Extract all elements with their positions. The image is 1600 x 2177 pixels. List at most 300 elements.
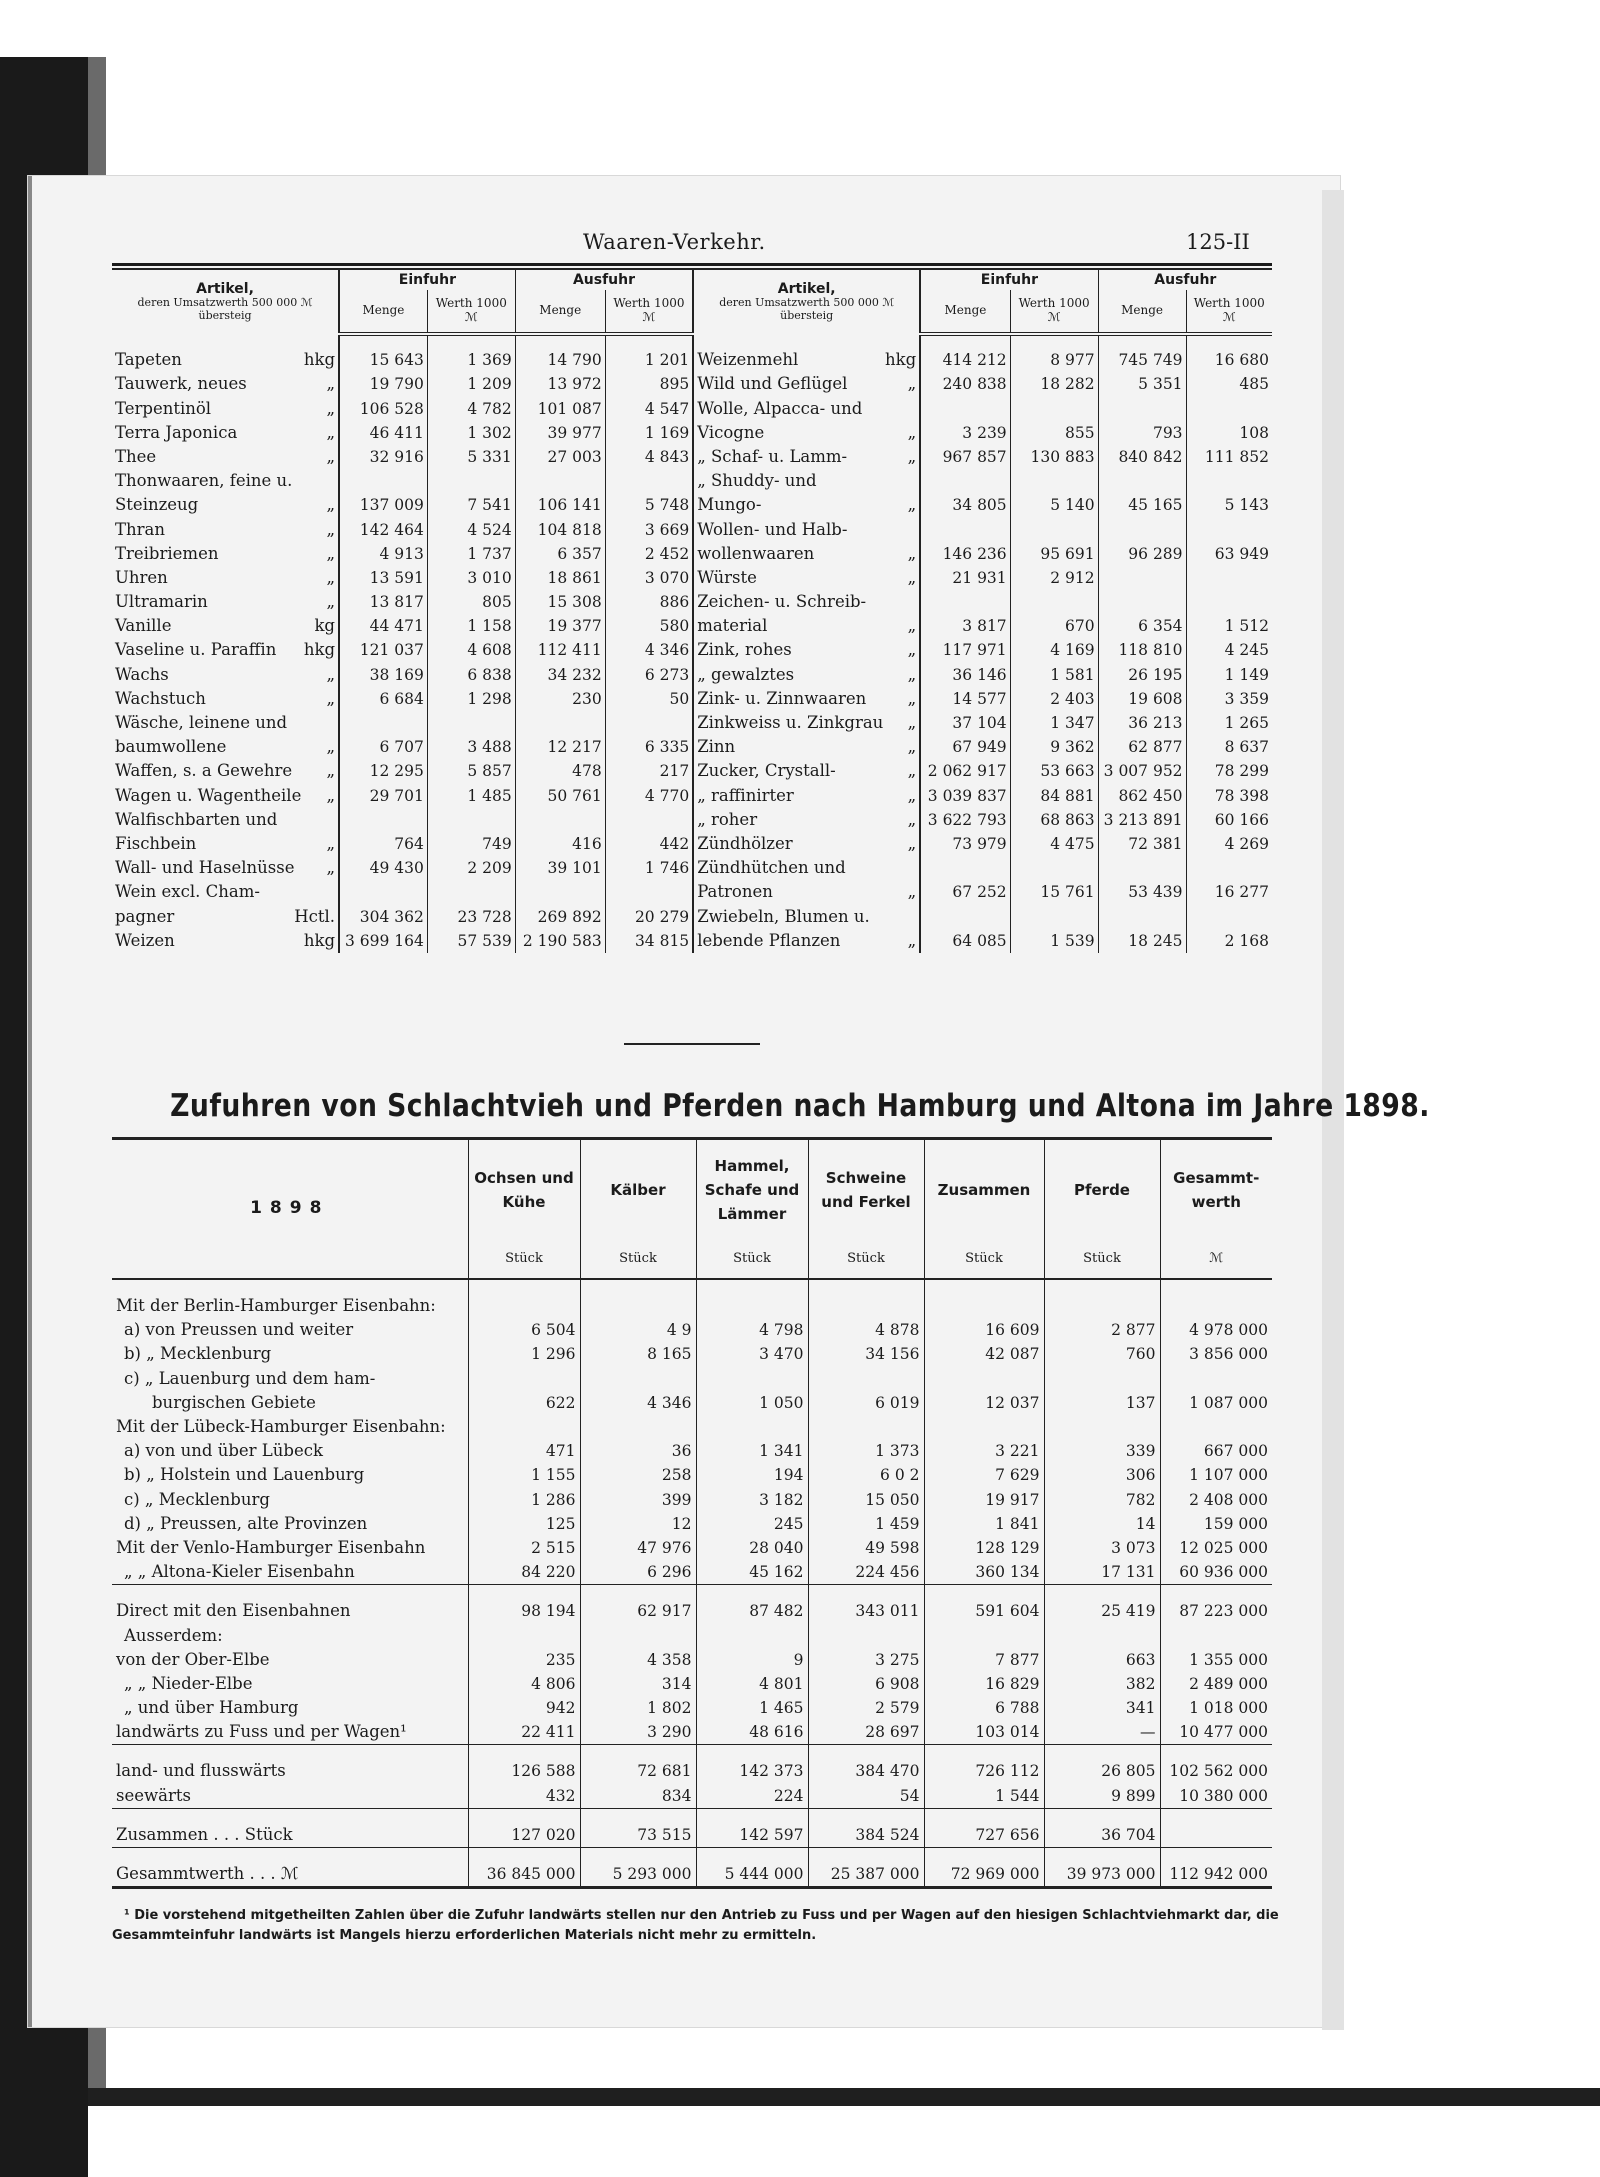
einfuhr-werth-cell: 1 539 <box>1010 929 1098 953</box>
ausfuhr-menge-cell <box>1098 566 1186 590</box>
ausfuhr-menge-cell: 18 245 <box>1098 929 1186 953</box>
value-cell: 7 629 <box>924 1463 1044 1487</box>
einfuhr-menge-cell <box>339 808 427 832</box>
ausfuhr-menge-cell: 840 842 <box>1098 445 1186 469</box>
ausfuhr-menge-cell: 793 <box>1098 421 1186 445</box>
value-cell <box>1044 1367 1160 1391</box>
value-cell: 1 341 <box>696 1439 808 1463</box>
artikel-unit: „ <box>326 446 335 466</box>
artikel-cell <box>693 590 920 614</box>
value-cell: 591 604 <box>924 1599 1044 1623</box>
ausfuhr-menge-cell: 96 289 <box>1098 542 1186 566</box>
einfuhr-menge-cell: 14 577 <box>920 687 1010 711</box>
einfuhr-menge-cell: 146 236 <box>920 542 1010 566</box>
table-row <box>112 348 1272 372</box>
ausfuhr-werth-cell: 442 <box>605 832 693 856</box>
ausfuhr-werth-cell: 16 277 <box>1186 880 1272 904</box>
table-row <box>112 663 1272 687</box>
value-cell: 432 <box>468 1784 580 1809</box>
einfuhr-menge-cell: 3 622 793 <box>920 808 1010 832</box>
artikel-unit: „ <box>907 374 917 394</box>
einfuhr-werth-cell: 1 485 <box>427 783 515 807</box>
artikel-name: Uhren <box>115 567 168 587</box>
artikel-name: Fischbein <box>115 833 197 853</box>
scan-border-bottom <box>88 2088 1600 2106</box>
artikel-unit: „ <box>326 374 335 394</box>
value-cell: 382 <box>1044 1672 1160 1696</box>
value-cell: 942 <box>468 1696 580 1720</box>
row-label: Ausserdem: <box>124 1625 223 1645</box>
value-cell: 7 877 <box>924 1648 1044 1672</box>
ausfuhr-werth-cell: 5 143 <box>1186 493 1272 517</box>
ausfuhr-werth-cell: 20 279 <box>605 904 693 928</box>
value-cell: 12 025 000 <box>1160 1536 1272 1560</box>
artikel-unit: „ <box>326 664 335 684</box>
column-unit: Stück <box>808 1240 924 1279</box>
artikel-name: Vaseline u. Paraffin <box>115 640 277 660</box>
value-cell <box>696 1623 808 1647</box>
table-spacer-row <box>112 1279 1272 1294</box>
artikel-unit: „ <box>907 882 917 902</box>
ausfuhr-menge-cell <box>1098 856 1186 880</box>
ausfuhr-menge-cell: 269 892 <box>515 904 605 928</box>
table-row <box>112 687 1272 711</box>
artikel-unit <box>331 469 335 493</box>
scan-bottom-margin <box>88 2106 1600 2177</box>
ausfuhr-werth-cell <box>1186 517 1272 541</box>
ausfuhr-werth-cell: 4 547 <box>605 396 693 420</box>
einfuhr-werth-cell: 4 608 <box>427 638 515 662</box>
artikel-cell <box>112 542 339 566</box>
row-label: Mit der Lübeck-Hamburger Eisenbahn: <box>116 1417 446 1437</box>
header-einfuhr-right: Einfuhr <box>920 269 1098 290</box>
row-label: c) „ Mecklenburg <box>124 1489 270 1509</box>
artikel-cell <box>112 445 339 469</box>
artikel-name: Zucker, Crystall- <box>697 761 836 781</box>
table-row <box>112 1488 1272 1512</box>
row-label: Zusammen . . . Stück <box>112 1823 468 1848</box>
value-cell: 112 942 000 <box>1160 1862 1272 1888</box>
column-unit: Stück <box>1044 1240 1160 1279</box>
artikel-unit: „ <box>326 422 335 442</box>
value-cell: 4 978 000 <box>1160 1318 1272 1342</box>
row-label: von der Ober-Elbe <box>116 1649 270 1669</box>
artikel-cell <box>112 904 339 928</box>
row-label: burgischen Gebiete <box>152 1392 316 1412</box>
artikel-unit <box>912 518 916 542</box>
artikel-cell <box>112 469 339 493</box>
ausfuhr-menge-cell: 230 <box>515 687 605 711</box>
einfuhr-werth-cell: 53 663 <box>1010 759 1098 783</box>
artikel-cell <box>112 614 339 638</box>
artikel-unit: „ <box>907 809 917 829</box>
einfuhr-menge-cell: 304 362 <box>339 904 427 928</box>
einfuhr-menge-cell <box>339 469 427 493</box>
value-cell: 25 387 000 <box>808 1862 924 1888</box>
einfuhr-menge-cell: 15 643 <box>339 348 427 372</box>
table-row <box>112 929 1272 953</box>
einfuhr-werth-cell: 95 691 <box>1010 542 1098 566</box>
value-cell <box>1160 1823 1272 1848</box>
artikel-cell <box>112 759 339 783</box>
value-cell: 360 134 <box>924 1560 1044 1585</box>
artikel-name: Weizen <box>115 930 175 950</box>
artikel-unit: „ <box>326 495 335 515</box>
ausfuhr-werth-cell: 108 <box>1186 421 1272 445</box>
einfuhr-menge-cell: 67 252 <box>920 880 1010 904</box>
artikel-unit: „ <box>326 543 335 563</box>
einfuhr-werth-cell: 4 524 <box>427 517 515 541</box>
ausfuhr-werth-cell: 1 265 <box>1186 711 1272 735</box>
einfuhr-menge-cell: 3 817 <box>920 614 1010 638</box>
ausfuhr-menge-cell: 12 217 <box>515 735 605 759</box>
ausfuhr-werth-cell: 4 269 <box>1186 832 1272 856</box>
artikel-unit: „ <box>326 567 335 587</box>
artikel-cell <box>693 929 920 953</box>
einfuhr-menge-cell: 64 085 <box>920 929 1010 953</box>
artikel-unit <box>912 397 916 421</box>
value-cell <box>808 1415 924 1439</box>
header-werth: Werth 1000 ℳ <box>1010 290 1098 334</box>
artikel-name: Zinn <box>697 737 736 757</box>
table-row <box>112 856 1272 880</box>
ausfuhr-werth-cell: 485 <box>1186 372 1272 396</box>
ausfuhr-menge-cell <box>515 808 605 832</box>
einfuhr-werth-cell: 84 881 <box>1010 783 1098 807</box>
trade-table-body <box>112 334 1272 953</box>
row-label: Gesammtwerth . . . ℳ <box>112 1862 468 1888</box>
column-header: Kälber <box>580 1139 696 1241</box>
ausfuhr-menge-cell: 36 213 <box>1098 711 1186 735</box>
artikel-cell <box>112 856 339 880</box>
artikel-unit: „ <box>907 785 917 805</box>
table-row <box>112 1439 1272 1463</box>
einfuhr-werth-cell: 57 539 <box>427 929 515 953</box>
table-row <box>112 1512 1272 1536</box>
artikel-name: pagner <box>115 906 175 926</box>
artikel-name: Zwiebeln, Blumen u. <box>697 906 870 926</box>
table-row <box>112 1862 1272 1888</box>
value-cell: 6 0 2 <box>808 1463 924 1487</box>
value-cell: 8 165 <box>580 1342 696 1366</box>
artikel-unit: „ <box>326 398 335 418</box>
einfuhr-menge-cell: 6 707 <box>339 735 427 759</box>
value-cell: 98 194 <box>468 1599 580 1623</box>
table-row <box>112 808 1272 832</box>
ausfuhr-menge-cell: 15 308 <box>515 590 605 614</box>
livestock-title: Zufuhren von Schlachtvieh und Pferden nach Hamburg und Altona im Jahre 1898. <box>170 1088 1430 1124</box>
ausfuhr-werth-cell: 886 <box>605 590 693 614</box>
ausfuhr-werth-cell: 4 843 <box>605 445 693 469</box>
einfuhr-werth-cell: 4 782 <box>427 396 515 420</box>
einfuhr-werth-cell <box>1010 517 1098 541</box>
ausfuhr-werth-cell: 4 245 <box>1186 638 1272 662</box>
artikel-unit <box>912 590 916 614</box>
einfuhr-menge-cell: 13 591 <box>339 566 427 590</box>
value-cell: 15 050 <box>808 1488 924 1512</box>
ausfuhr-menge-cell: 3 213 891 <box>1098 808 1186 832</box>
value-cell: 6 296 <box>580 1560 696 1585</box>
einfuhr-werth-cell <box>427 711 515 735</box>
ausfuhr-menge-cell: 26 195 <box>1098 663 1186 687</box>
artikel-cell <box>112 880 339 904</box>
trade-table <box>112 268 1272 953</box>
artikel-cell <box>693 348 920 372</box>
einfuhr-werth-cell <box>427 880 515 904</box>
value-cell: 16 829 <box>924 1672 1044 1696</box>
value-cell: 73 515 <box>580 1823 696 1848</box>
value-cell: 341 <box>1044 1696 1160 1720</box>
ausfuhr-menge-cell: 39 977 <box>515 421 605 445</box>
value-cell: 19 917 <box>924 1488 1044 1512</box>
artikel-cell <box>693 614 920 638</box>
value-cell: 235 <box>468 1648 580 1672</box>
value-cell <box>580 1294 696 1318</box>
artikel-unit: „ <box>907 446 917 466</box>
einfuhr-werth-cell: 805 <box>427 590 515 614</box>
column-unit: ℳ <box>1160 1240 1272 1279</box>
footnote <box>112 1906 1282 1946</box>
einfuhr-menge-cell <box>920 590 1010 614</box>
einfuhr-menge-cell: 46 411 <box>339 421 427 445</box>
table-row <box>112 1623 1272 1647</box>
einfuhr-menge-cell: 73 979 <box>920 832 1010 856</box>
value-cell: 16 609 <box>924 1318 1044 1342</box>
einfuhr-menge-cell <box>920 469 1010 493</box>
ausfuhr-werth-cell <box>605 469 693 493</box>
artikel-unit: „ <box>326 833 335 853</box>
table-row <box>112 1720 1272 1745</box>
row-label: „ „ Altona-Kieler Eisenbahn <box>112 1560 468 1585</box>
ausfuhr-menge-cell: 27 003 <box>515 445 605 469</box>
ausfuhr-menge-cell: 6 354 <box>1098 614 1186 638</box>
column-unit: Stück <box>580 1240 696 1279</box>
value-cell <box>1160 1623 1272 1647</box>
table-row <box>112 445 1272 469</box>
value-cell: 343 011 <box>808 1599 924 1623</box>
artikel-name: Tauwerk, neues <box>115 374 247 394</box>
table-row <box>112 711 1272 735</box>
ausfuhr-menge-cell: 19 377 <box>515 614 605 638</box>
ausfuhr-werth-cell: 3 359 <box>1186 687 1272 711</box>
value-cell: 10 380 000 <box>1160 1784 1272 1809</box>
value-cell: 47 976 <box>580 1536 696 1560</box>
column-header: Schweine und Ferkel <box>808 1139 924 1241</box>
table-row <box>112 372 1272 396</box>
ausfuhr-menge-cell <box>515 469 605 493</box>
ausfuhr-werth-cell: 1 201 <box>605 348 693 372</box>
ausfuhr-werth-cell <box>605 808 693 832</box>
header-menge: Menge <box>339 290 427 334</box>
value-cell: 4 9 <box>580 1318 696 1342</box>
ausfuhr-werth-cell <box>605 880 693 904</box>
einfuhr-menge-cell <box>920 517 1010 541</box>
artikel-cell <box>112 517 339 541</box>
einfuhr-werth-cell: 18 282 <box>1010 372 1098 396</box>
ausfuhr-menge-cell: 39 101 <box>515 856 605 880</box>
einfuhr-menge-cell: 36 146 <box>920 663 1010 687</box>
header-artikel: Artikel, <box>777 281 836 298</box>
artikel-unit: „ <box>326 688 335 708</box>
ausfuhr-menge-cell <box>1098 396 1186 420</box>
artikel-name: Patronen <box>697 882 773 902</box>
artikel-cell <box>112 372 339 396</box>
table-row <box>112 1367 1272 1391</box>
ausfuhr-menge-cell: 45 165 <box>1098 493 1186 517</box>
table-row <box>112 614 1272 638</box>
value-cell: 1 050 <box>696 1391 808 1415</box>
artikel-cell <box>693 832 920 856</box>
ausfuhr-menge-cell: 118 810 <box>1098 638 1186 662</box>
value-cell: — <box>1044 1720 1160 1745</box>
ausfuhr-menge-cell: 53 439 <box>1098 880 1186 904</box>
ausfuhr-werth-cell: 2 168 <box>1186 929 1272 953</box>
value-cell <box>924 1623 1044 1647</box>
einfuhr-menge-cell <box>920 856 1010 880</box>
column-header: Hammel, Schafe und Lämmer <box>696 1139 808 1241</box>
artikel-unit: „ <box>326 858 335 878</box>
einfuhr-menge-cell: 34 805 <box>920 493 1010 517</box>
artikel-cell <box>112 638 339 662</box>
artikel-name: „ gewalztes <box>697 664 795 684</box>
value-cell <box>924 1367 1044 1391</box>
livestock-table-body <box>112 1279 1272 1888</box>
value-cell: 28 697 <box>808 1720 924 1745</box>
value-cell: 1 465 <box>696 1696 808 1720</box>
artikel-name: wollenwaaren <box>697 543 815 563</box>
value-cell: 12 <box>580 1512 696 1536</box>
value-cell: 25 419 <box>1044 1599 1160 1623</box>
artikel-cell <box>693 445 920 469</box>
table-row <box>112 832 1272 856</box>
table-spacer-row <box>112 334 1272 348</box>
artikel-name: „ Schaf- u. Lamm- <box>697 446 848 466</box>
artikel-unit: „ <box>907 664 917 684</box>
ausfuhr-menge-cell: 106 141 <box>515 493 605 517</box>
value-cell: 1 286 <box>468 1488 580 1512</box>
artikel-unit: Hctl. <box>294 906 335 926</box>
value-cell: 834 <box>580 1784 696 1809</box>
artikel-unit: „ <box>907 833 917 853</box>
table-row <box>112 880 1272 904</box>
artikel-unit <box>912 856 916 880</box>
ausfuhr-werth-cell <box>1186 469 1272 493</box>
value-cell: 10 477 000 <box>1160 1720 1272 1745</box>
head-rule <box>112 263 1272 266</box>
value-cell: 1 107 000 <box>1160 1463 1272 1487</box>
einfuhr-menge-cell: 38 169 <box>339 663 427 687</box>
artikel-unit: „ <box>907 688 917 708</box>
einfuhr-menge-cell: 137 009 <box>339 493 427 517</box>
artikel-cell <box>693 759 920 783</box>
ausfuhr-menge-cell: 745 749 <box>1098 348 1186 372</box>
value-cell: 2 408 000 <box>1160 1488 1272 1512</box>
artikel-name: Terra Japonica <box>115 422 238 442</box>
einfuhr-werth-cell: 1 302 <box>427 421 515 445</box>
ausfuhr-menge-cell <box>1098 517 1186 541</box>
table-row <box>112 517 1272 541</box>
table-row <box>112 1391 1272 1415</box>
ausfuhr-werth-cell: 4 770 <box>605 783 693 807</box>
artikel-cell <box>112 663 339 687</box>
value-cell <box>808 1294 924 1318</box>
artikel-name: Ultramarin <box>115 592 208 612</box>
artikel-unit: „ <box>907 930 917 950</box>
value-cell: 6 788 <box>924 1696 1044 1720</box>
trade-header-artikel-right <box>693 269 920 334</box>
value-cell: 28 040 <box>696 1536 808 1560</box>
einfuhr-werth-cell: 9 362 <box>1010 735 1098 759</box>
ausfuhr-werth-cell: 50 <box>605 687 693 711</box>
ausfuhr-werth-cell <box>1186 396 1272 420</box>
einfuhr-menge-cell: 13 817 <box>339 590 427 614</box>
value-cell: 6 908 <box>808 1672 924 1696</box>
ausfuhr-werth-cell: 60 166 <box>1186 808 1272 832</box>
artikel-unit: hkg <box>303 930 335 950</box>
value-cell: 36 <box>580 1439 696 1463</box>
value-cell <box>1160 1415 1272 1439</box>
value-cell: 6 504 <box>468 1318 580 1342</box>
einfuhr-werth-cell: 4 169 <box>1010 638 1098 662</box>
row-label: „ „ Nieder-Elbe <box>124 1673 253 1693</box>
table-spacer-row <box>112 1745 1272 1760</box>
value-cell: 60 936 000 <box>1160 1560 1272 1585</box>
einfuhr-menge-cell: 3 039 837 <box>920 783 1010 807</box>
artikel-cell <box>693 517 920 541</box>
einfuhr-werth-cell: 5 331 <box>427 445 515 469</box>
einfuhr-werth-cell: 1 209 <box>427 372 515 396</box>
header-werth: Werth 1000 ℳ <box>605 290 693 334</box>
table-row <box>112 904 1272 928</box>
einfuhr-werth-cell <box>1010 469 1098 493</box>
artikel-cell <box>112 832 339 856</box>
artikel-cell <box>112 493 339 517</box>
value-cell: 36 704 <box>1044 1823 1160 1848</box>
row-label: Direct mit den Eisenbahnen <box>116 1601 351 1621</box>
einfuhr-werth-cell: 1 369 <box>427 348 515 372</box>
ausfuhr-menge-cell: 62 877 <box>1098 735 1186 759</box>
value-cell: 667 000 <box>1160 1439 1272 1463</box>
ausfuhr-werth-cell: 1 169 <box>605 421 693 445</box>
value-cell: 782 <box>1044 1488 1160 1512</box>
artikel-name: „ raffinirter <box>697 785 794 805</box>
value-cell <box>468 1415 580 1439</box>
artikel-name: Waffen, s. a Gewehre <box>115 761 293 781</box>
value-cell: 48 616 <box>696 1720 808 1745</box>
table-row <box>112 1784 1272 1809</box>
table-row <box>112 638 1272 662</box>
artikel-cell <box>693 663 920 687</box>
page-number: 125-II <box>1186 230 1250 254</box>
ausfuhr-menge-cell <box>1098 469 1186 493</box>
ausfuhr-werth-cell: 3 669 <box>605 517 693 541</box>
artikel-cell <box>693 808 920 832</box>
value-cell: 45 162 <box>696 1560 808 1585</box>
value-cell: 3 470 <box>696 1342 808 1366</box>
artikel-cell <box>112 687 339 711</box>
artikel-cell <box>693 421 920 445</box>
value-cell: 306 <box>1044 1463 1160 1487</box>
einfuhr-menge-cell: 967 857 <box>920 445 1010 469</box>
einfuhr-werth-cell <box>1010 904 1098 928</box>
value-cell: 128 129 <box>924 1536 1044 1560</box>
header-artikel: Artikel, <box>196 281 254 298</box>
value-cell: 384 470 <box>808 1759 924 1783</box>
row-label: „ und über Hamburg <box>124 1698 299 1718</box>
artikel-cell <box>693 711 920 735</box>
value-cell: 1 544 <box>924 1784 1044 1809</box>
artikel-name: Vanille <box>115 616 172 636</box>
